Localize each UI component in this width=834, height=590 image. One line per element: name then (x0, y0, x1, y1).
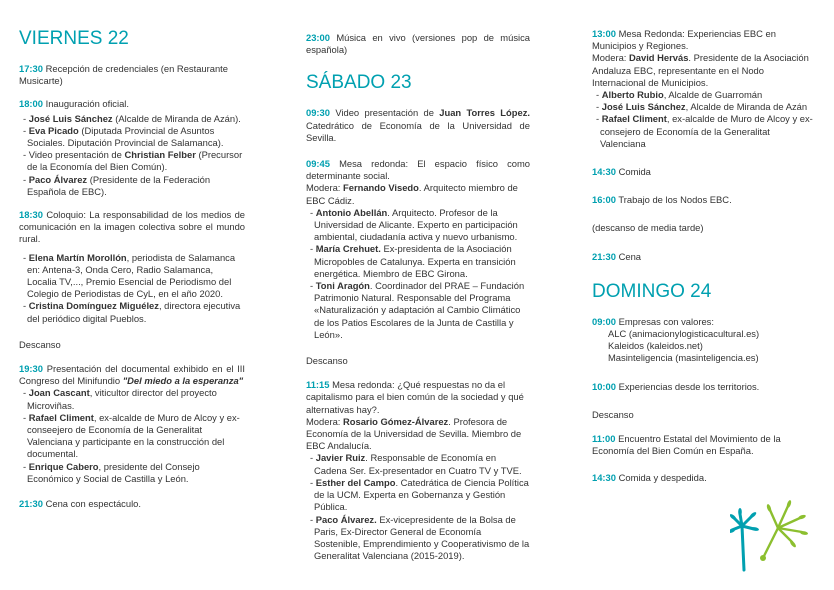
event-text: Coloquio: La responsabilidad de los medios de comunicación en la imagen colectiva sobre el mundo rural. (19, 209, 245, 245)
participants-list (19, 387, 245, 485)
moderator-label: Modera: (306, 415, 343, 427)
participant-name: Esther del Campo (315, 476, 396, 488)
event-text: Empresas con valores: (618, 315, 714, 327)
participant (306, 452, 530, 476)
break-label: Descanso (592, 408, 634, 420)
event-text: Video presentación de (335, 107, 440, 119)
participant-name: Christian Felber (124, 149, 196, 161)
participant-desc: , directora ejecutiva del periódico digital Pueblos. (27, 300, 241, 324)
participant (592, 89, 818, 101)
participant-desc: (Diputada Provincial de Asuntos Sociales. Diputación Provincial de Salamanca). (27, 124, 224, 149)
moderator-label: Modera: (592, 52, 629, 64)
participants-list (19, 252, 245, 325)
participant-desc: . Coordinador del PRAE – Fundación Patrimonio Natural. Responsable del Programa «Naturalización y adaptación al Cambio Climático de los Patios Escolares de la Junta de Castilla y León». (314, 280, 525, 340)
participant-name: Toni Aragón (315, 280, 370, 292)
event-text: Música en vivo (versiones pop de música española) (306, 32, 531, 56)
event-2130 (592, 251, 818, 263)
moderator-name: Fernando Visedo (343, 182, 419, 194)
sprout-logo-icon (730, 496, 810, 576)
moderator-desc: . Arquitecto miembro de EBC Cádiz. (306, 182, 518, 206)
event-text: Inauguración oficial. (45, 98, 129, 110)
event-time: 11:00 (592, 433, 616, 445)
event-1800 (19, 98, 245, 198)
participant (19, 252, 245, 301)
break-label: Descanso (19, 338, 61, 350)
participants-list (306, 452, 530, 562)
event-time: 09:00 (592, 315, 616, 327)
event-1730 (19, 63, 245, 87)
participant-desc: (Presidente de la Federación Española de EBC). (27, 173, 211, 197)
event-text: Recepción de credenciales (en Restaurante Musicarte) (19, 63, 228, 87)
event-time: 16:00 (592, 194, 616, 206)
participant-name: María Crehuet. (315, 243, 381, 255)
participants-list (19, 113, 245, 198)
participant (19, 149, 245, 173)
day-title-sunday: DOMINGO 24 (592, 280, 712, 302)
participant (306, 280, 530, 341)
moderator (592, 52, 818, 89)
participant (19, 387, 245, 411)
participant (306, 514, 530, 563)
event-time: 13:00 (592, 28, 616, 39)
break-label: Descanso (306, 355, 348, 367)
participant-name: Paco Álvarez. (315, 513, 377, 525)
event-0900 (592, 316, 818, 365)
event-time: 14:30 (592, 472, 616, 484)
event-0930 (306, 107, 530, 144)
event-time: 21:30 (592, 250, 616, 262)
participant-name: Cristina Domínguez Miguélez (28, 300, 159, 312)
event-1830 (19, 209, 245, 325)
day-title-saturday: SÁBADO 23 (306, 72, 412, 94)
event-time: 18:30 (19, 209, 43, 221)
participant (19, 125, 245, 149)
participant-desc: . Arquitecto. Profesor de la Universidad de Alicante. Experto en participación ambiental, ciudadanía activa y nuevo urbanismo. (314, 206, 518, 243)
participant (592, 113, 818, 150)
event-time: 09:45 (306, 158, 330, 170)
participant-desc: , presidente del Consejo Económico y Social de Castilla y León. (27, 460, 200, 484)
participant-desc: Video presentación de (28, 149, 125, 161)
event-time: 21:30 (19, 498, 43, 510)
company-item: ALC (animacionylogisticacultural.es) (608, 328, 760, 340)
participant (19, 412, 245, 461)
moderator (306, 416, 530, 453)
participant-desc: . Catedrática de Ciencia Política de la UCM. Experta en Gobernanza y Gestión Pública. (314, 476, 529, 513)
participant-desc: , Alcalde de Miranda de Azán (685, 101, 808, 113)
event-time: 18:00 (19, 98, 43, 110)
participant-name: Joan Cascant (28, 387, 90, 399)
participant-name: Enrique Cabero (28, 460, 99, 472)
event-text: Encuentro Estatal del Movimiento de la Economía del Bien Común en España. (592, 433, 781, 457)
company-list (592, 328, 818, 365)
moderator-name: David Hervás (629, 52, 689, 64)
event-time: 11:15 (306, 379, 330, 391)
moderator-desc: . Presidente de la Asociación Andaluza EBC, representante en el Nodo Internacional de Municipios. (592, 52, 809, 88)
participant (19, 174, 245, 198)
participant-name: José Luis Sánchez (601, 101, 686, 113)
participant-desc: Ex-vicepresidente de la Bolsa de Paris, Ex-Director General de Economía Sostenible, Emprendimiento y Cooperativismo de la Generalitat Valenciana (2015-2019). (314, 513, 530, 562)
event-text: Cena (618, 250, 642, 262)
event-text: Cena con espectáculo. (45, 498, 141, 510)
participants-list (306, 207, 530, 341)
event-1930 (19, 363, 245, 485)
participant-desc: Ex-presidenta de la Asociación Micropobles de Catalunya. Experta en transición energética. Miembro de EBC Girona. (314, 243, 516, 279)
participant-desc: , Alcalde de Guarromán (663, 89, 763, 101)
event-1115 (306, 379, 530, 562)
moderator-name: Rosario Gómez-Álvarez (343, 415, 449, 427)
column-saturday (306, 0, 530, 573)
day-title-friday: VIERNES 22 (19, 28, 129, 49)
participant-desc: (Alcalde de Miranda de Azán). (115, 112, 241, 124)
participant-desc: , periodista de Salamanca en: Antena-3, Onda Cero, Radio Salamanca, Localia TV,..., Premio Esencial de Periodismo del Colegio de Periodistas de CyL, en el año 2020. (27, 251, 236, 300)
moderator (306, 182, 530, 206)
participants-list (592, 89, 818, 150)
event-text: Comida y despedida. (618, 472, 707, 484)
event-2300 (306, 32, 530, 56)
participant-name: Alberto Rubio (601, 89, 664, 101)
event-1430-sunday (592, 472, 818, 484)
event-text: Comida (618, 166, 651, 178)
moderator-label: Modera: (306, 182, 343, 194)
participant (306, 477, 530, 514)
participant-desc: (Precursor de la Economía del Bien Común). (27, 149, 243, 173)
company-item: Kaleidos (kaleidos.net) (608, 340, 703, 352)
participant-name: Rafael Climent (28, 411, 94, 423)
participant-name: Paco Álvarez (28, 173, 88, 185)
participant-name: José Luis Sánchez (28, 112, 113, 124)
participant (306, 207, 530, 244)
event-text: Experiencias desde los territorios. (618, 380, 760, 392)
event-time: 14:30 (592, 166, 616, 178)
column-saturday-sunday (592, 0, 818, 496)
event-1100 (592, 433, 818, 457)
documentary-title: "Del miedo a la esperanza" (122, 375, 244, 387)
participant-name: Rafael Climent (601, 113, 667, 125)
event-1000 (592, 381, 818, 393)
afternoon-break-label: (descanso de media tarde) (592, 222, 704, 234)
event-1300 (592, 28, 818, 150)
participant-name: Elena Martín Morollón (28, 251, 127, 263)
event-time: 10:00 (592, 380, 616, 392)
event-1430 (592, 166, 818, 178)
event-1600 (592, 194, 818, 206)
speaker-name: Juan Torres López. (439, 107, 530, 119)
moderator-desc: . Profesora de Economía de la Universidad de Sevilla. Miembro de EBC Andalucía. (306, 415, 522, 452)
event-time: 09:30 (306, 107, 330, 119)
event-text: Mesa redonda: ¿Qué respuestas no da el capitalismo para el bien común de la sociedad y qué alternativas hay?. (306, 379, 524, 415)
participant-desc: , ex-alcalde de Muro de Alcoy y ex-consejero de Economía de la Generalitat Valenciana (600, 113, 813, 149)
event-time: 17:30 (19, 63, 43, 74)
participant (19, 300, 245, 324)
event-text: Catedrático de Economía de la Universidad de Sevilla. (306, 119, 530, 143)
participant (19, 113, 245, 125)
participant-name: Eva Picado (28, 124, 79, 136)
event-text: Mesa Redonda: Experiencias EBC en Municipios y Regiones. (592, 28, 776, 52)
participant-name: Antonio Abellán (315, 206, 388, 218)
column-friday (19, 0, 245, 521)
event-2130 (19, 498, 245, 510)
event-0945 (306, 158, 530, 341)
participant-name: Javier Ruiz (315, 452, 366, 464)
event-text: Mesa redonda: El espacio físico como determinante social. (306, 158, 530, 182)
participant-desc: . Responsable de Economía en Cadena Ser. Ex-presentador en Cuatro TV y TVE. (314, 452, 522, 476)
event-text: Trabajo de los Nodos EBC. (618, 194, 732, 206)
participant (592, 101, 818, 113)
event-time: 23:00 (306, 32, 330, 43)
participant (306, 243, 530, 280)
participant-desc: , ex-alcalde de Muro de Alcoy y ex-conseejero de Economía de la Generalitat Valenciana y participante en la construcción del documental. (27, 411, 240, 460)
participant-desc: , viticultor director del proyecto Microviñas. (27, 387, 217, 411)
event-text: Presentación del documental exhibido en el III Congreso del Minifundio (19, 363, 245, 387)
event-time: 19:30 (19, 363, 43, 375)
participant (19, 461, 245, 485)
company-item: Masinteligencia (masinteligencia.es) (608, 352, 759, 364)
